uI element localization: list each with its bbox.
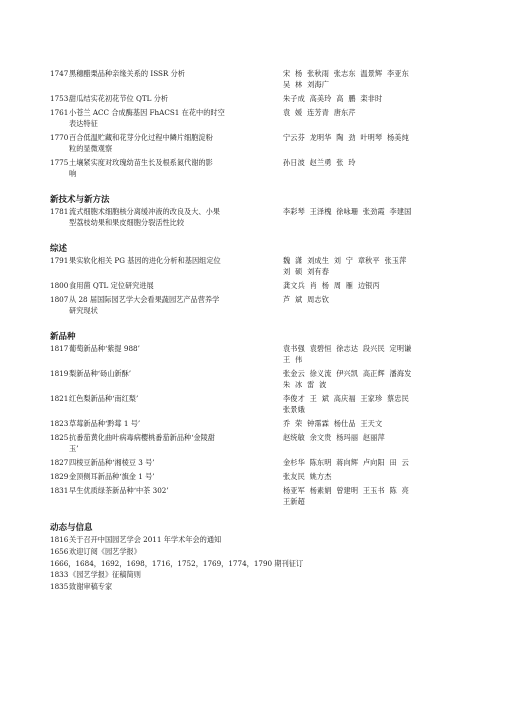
entry-title: 红色梨新品种‘南红梨’ bbox=[69, 394, 139, 403]
entry-authors: 朱子成 高美玲 高 鹏 栾非时 bbox=[283, 94, 383, 103]
entry-title: 黑穗醋栗品种亲缘关系的 ISSR 分析 bbox=[69, 69, 185, 78]
entry-title: 果实软化相关 PG 基因的进化分析和基因组定位 bbox=[69, 256, 221, 265]
entry-authors: 杨亚军 杨素娟 曾建明 王玉书 陈 亮 王新超 bbox=[283, 486, 409, 506]
entry-page-number: 1823 bbox=[50, 419, 69, 428]
entry-title: 金顶侧耳新品种‘旗金 1 号’ bbox=[69, 472, 155, 481]
entry-title: 《园艺学报》征稿简则 bbox=[69, 570, 141, 580]
table-of-contents bbox=[50, 68, 490, 593]
entry-title: 流式细胞术细胞核分离缓冲液的改良及大、小果 型荔枝幼果和果皮细胞分裂活性比较 bbox=[69, 207, 220, 227]
entry-authors: 李俊才 王 斌 高庆福 王家珍 蔡忠民 张景娥 bbox=[283, 394, 409, 414]
entry-authors: 孙日波 赵兰勇 张 玲 bbox=[283, 158, 356, 167]
toc-entry bbox=[50, 255, 490, 277]
entry-authors: 乔 荣 钟霈霖 杨仕品 王天文 bbox=[283, 419, 383, 428]
entry-authors: 袁 媛 连芳青 唐东芹 bbox=[283, 108, 356, 117]
entry-authors: 金杉华 陈东明 蒋向辉 卢向阳 田 云 bbox=[283, 458, 409, 467]
entry-authors bbox=[303, 558, 490, 570]
entry-page-number: 1833 bbox=[50, 570, 69, 580]
toc-entry bbox=[50, 534, 490, 546]
entry-page-number: 1770 bbox=[50, 133, 69, 142]
entry-title: 小苍兰 ACC 合成酶基因 FhACS1 在花中的时空 表达特征 bbox=[69, 108, 225, 128]
entry-page-number: 1816 bbox=[50, 535, 69, 544]
entry-page-number: 1800 bbox=[50, 281, 69, 290]
entry-authors: 张友民 姚方杰 bbox=[283, 472, 332, 481]
entry-title: 关于召开中国园艺学会 2011 年学术年会的通知 bbox=[69, 535, 222, 544]
entry-page-number: 1656 bbox=[50, 546, 69, 556]
toc-entry bbox=[50, 432, 490, 454]
entry-authors bbox=[141, 569, 490, 581]
entry-page-number: 1807 bbox=[50, 295, 69, 304]
toc-entry bbox=[50, 343, 490, 365]
entry-title: 1666，1684，1692，1698，1716，1752，1769，1774，1790 期刊征订 bbox=[50, 558, 304, 568]
entry-title: 早生优质绿茶新品种‘中茶 302’ bbox=[69, 486, 169, 495]
entry-page-number: 1781 bbox=[50, 207, 69, 216]
entry-title: 土壤紧实度对玫瑰幼苗生长及根系氮代谢的影 响 bbox=[69, 158, 213, 178]
toc-entry bbox=[50, 581, 490, 593]
section-heading: 新品种 bbox=[50, 332, 76, 342]
entry-authors bbox=[112, 581, 490, 593]
toc-entry bbox=[50, 93, 490, 104]
toc-section bbox=[50, 331, 490, 510]
entry-authors: 李彩琴 王泽槐 徐咏珊 张劲霞 李建国 bbox=[283, 207, 412, 216]
toc-entry bbox=[50, 485, 490, 507]
entry-title: 从 28 届国际园艺学大会看果蔬园艺产品营养学 研究现状 bbox=[69, 295, 220, 315]
entry-page-number: 1791 bbox=[50, 256, 69, 265]
entry-authors: 芦 斌 周志钦 bbox=[283, 295, 329, 304]
entry-authors bbox=[221, 534, 490, 546]
toc-entry bbox=[50, 569, 490, 581]
entry-authors bbox=[141, 546, 490, 558]
entry-title: 抗番茄黄化曲叶病毒病樱桃番茄新品种‘金陵甜 玉’ bbox=[69, 433, 216, 453]
entry-page-number: 1825 bbox=[50, 433, 69, 442]
entry-page-number: 1753 bbox=[50, 94, 69, 103]
section-heading: 新技术与新方法 bbox=[50, 195, 110, 205]
toc-entry bbox=[50, 107, 490, 129]
entry-page-number: 1821 bbox=[50, 394, 69, 403]
entry-authors: 宋 杨 张秋雨 张志东 温景辉 李亚东 吴 林 刘海广 bbox=[283, 69, 409, 89]
entry-title: 食用菌 QTL 定位研究进展 bbox=[69, 281, 154, 290]
entry-authors: 魏 潇 刘成生 刘 宁 章秋平 张玉萍 刘 硕 刘有春 bbox=[283, 256, 407, 276]
entry-page-number: 1761 bbox=[50, 108, 69, 117]
entry-page-number: 1775 bbox=[50, 158, 69, 167]
entry-title: 甜瓜结实花初花节位 QTL 分析 bbox=[69, 94, 169, 103]
entry-title: 四棱豆新品种‘湘棱豆 3 号’ bbox=[69, 458, 155, 467]
entry-page-number: 1827 bbox=[50, 458, 69, 467]
entry-page-number: 1829 bbox=[50, 472, 69, 481]
entry-page-number: 1831 bbox=[50, 486, 69, 495]
toc-section bbox=[50, 68, 490, 182]
entry-title: 百合低温贮藏和花芽分化过程中鳞片细胞淀粉 粒的显微观察 bbox=[69, 133, 213, 153]
entry-authors: 宁云芬 龙明华 陶 劲 叶明琴 杨美纯 bbox=[283, 133, 409, 142]
entry-title: 葡萄新品种‘紫提 988’ bbox=[69, 344, 140, 353]
entry-authors: 龚文兵 肖 杨 周 雁 边银丙 bbox=[283, 281, 380, 290]
toc-entry bbox=[50, 68, 490, 90]
section-heading: 综述 bbox=[50, 244, 68, 254]
entry-authors: 袁书强 袁碧恒 徐志达 段兴民 定明谦 王 伟 bbox=[283, 344, 412, 364]
toc-entry bbox=[50, 471, 490, 482]
toc-entry bbox=[50, 157, 490, 179]
toc-entry bbox=[50, 368, 490, 390]
entry-title: 梨新品种‘砀山新酥’ bbox=[69, 369, 132, 378]
toc-entry bbox=[50, 457, 490, 468]
section-heading: 动态与信息 bbox=[50, 523, 93, 533]
toc-entry bbox=[50, 280, 490, 291]
toc-entry bbox=[50, 558, 490, 570]
entry-page-number: 1817 bbox=[50, 344, 69, 353]
entry-authors: 张金云 徐义流 伊兴凯 高正辉 潘海发 朱 冰 雷 波 bbox=[283, 369, 412, 389]
toc-entry bbox=[50, 546, 490, 558]
entry-page-number: 1747 bbox=[50, 69, 69, 78]
toc-section bbox=[50, 194, 490, 231]
toc-entry bbox=[50, 132, 490, 154]
toc-section bbox=[50, 522, 490, 593]
toc-entry bbox=[50, 418, 490, 429]
toc-section bbox=[50, 243, 490, 319]
entry-title: 欢迎订阅《园艺学报》 bbox=[69, 546, 141, 556]
toc-entry bbox=[50, 294, 490, 316]
toc-entry bbox=[50, 393, 490, 415]
toc-entry bbox=[50, 206, 490, 228]
entry-title: 致谢审稿专家 bbox=[69, 582, 113, 592]
entry-page-number: 1835 bbox=[50, 582, 69, 592]
entry-page-number: 1819 bbox=[50, 369, 69, 378]
entry-authors: 赵统敏 余文贵 杨玛丽 赵丽萍 bbox=[283, 433, 385, 442]
entry-title: 草莓新品种‘黔莓 1 号’ bbox=[69, 419, 141, 428]
